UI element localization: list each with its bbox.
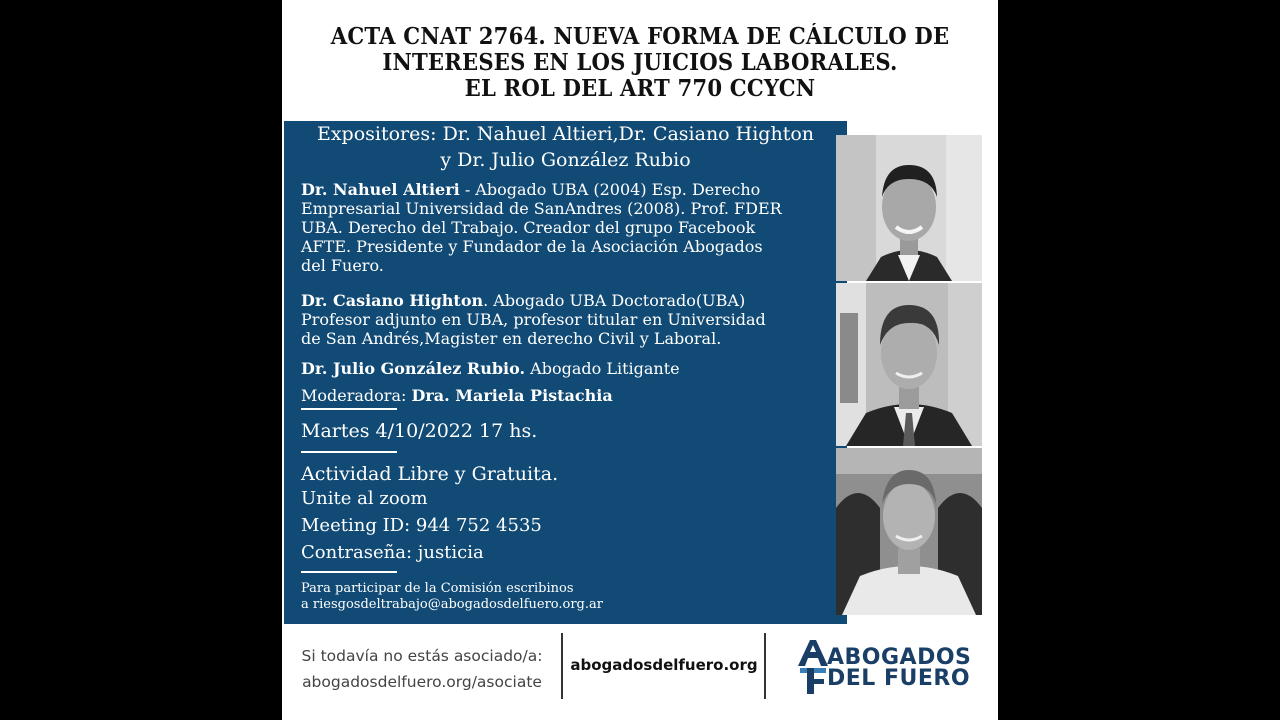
divider xyxy=(301,451,397,453)
brand-logo-text xyxy=(827,647,971,689)
title-line-3: EL ROL DEL ART 770 CCYCN xyxy=(464,75,816,102)
af-monogram-icon xyxy=(796,638,828,698)
meeting-password: Contraseña: justicia xyxy=(301,542,484,563)
moderator-label: Moderadora: xyxy=(301,386,412,405)
event-date: Martes 4/10/2022 17 hs. xyxy=(301,420,538,442)
speakers-line-2: y Dr. Julio González Rubio xyxy=(440,149,691,171)
bio-name: Dr. Casiano Highton xyxy=(301,291,484,310)
bio-name: Dr. Nahuel Altieri xyxy=(301,180,460,199)
bio-text: . Abogado UBA Doctorado(UBA) xyxy=(483,291,746,310)
bio-gonzalez-rubio xyxy=(301,359,821,378)
contact-email: a riesgosdeltrabajo@abogadosdelfuero.org.ar xyxy=(301,597,603,612)
moderator-name: Dra. Mariela Pistachia xyxy=(411,386,613,405)
moderator-line xyxy=(301,386,821,405)
info-panel xyxy=(284,121,847,624)
poster-title xyxy=(311,24,970,102)
title-line-1: ACTA CNAT 2764. NUEVA FORMA DE CÁLCULO DE xyxy=(330,23,950,50)
bio-text: del Fuero. xyxy=(301,256,384,275)
join-message xyxy=(282,643,562,695)
divider xyxy=(301,408,397,410)
bio-text: Empresarial Universidad de SanAndres (2008). Prof. FDER xyxy=(301,199,782,218)
divider xyxy=(301,571,397,573)
bio-text: Profesor adjunto en UBA, profesor titular en Universidad xyxy=(301,310,766,329)
bio-text: AFTE. Presidente y Fundador de la Asociación Abogados xyxy=(301,237,763,256)
bio-text: UBA. Derecho del Trabajo. Creador del grupo Facebook xyxy=(301,218,756,237)
speakers-line-1: Expositores: Dr. Nahuel Altieri,Dr. Casiano Highton xyxy=(316,123,815,145)
speakers-heading xyxy=(284,121,847,173)
bio-highton xyxy=(301,291,821,348)
divider xyxy=(561,633,563,699)
footer xyxy=(282,625,998,720)
activity-headline: Actividad Libre y Gratuita. xyxy=(301,463,559,485)
bio-text: de San Andrés,Magister en derecho Civil y Laboral. xyxy=(301,329,722,348)
speaker-photo-altieri xyxy=(836,135,982,281)
divider xyxy=(764,633,766,699)
title-line-2: INTERESES EN LOS JUICIOS LABORALES. xyxy=(382,49,898,76)
speaker-photo-highton xyxy=(836,283,982,446)
bio-text: - Abogado UBA (2004) Esp. Derecho xyxy=(464,180,761,199)
zoom-invite: Unite al zoom xyxy=(301,488,428,509)
contact-line-1: Para participar de la Comisión escribinos xyxy=(301,581,574,596)
meeting-id: Meeting ID: 944 752 4535 xyxy=(301,515,542,536)
speaker-photo-gonzalez-rubio xyxy=(836,448,982,615)
logo-line-2: DEL FUERO xyxy=(827,666,971,691)
bio-altieri xyxy=(301,180,821,275)
logo-line-1: ABOGADOS xyxy=(827,645,972,670)
event-poster xyxy=(282,0,998,720)
bio-name: Dr. Julio González Rubio. xyxy=(301,359,526,378)
website-link[interactable]: abogadosdelfuero.org xyxy=(570,656,758,674)
bio-text: Abogado Litigante xyxy=(525,359,680,378)
join-line-1: Si todavía no estás asociado/a: xyxy=(301,647,543,665)
join-link[interactable]: abogadosdelfuero.org/asociate xyxy=(302,673,542,691)
